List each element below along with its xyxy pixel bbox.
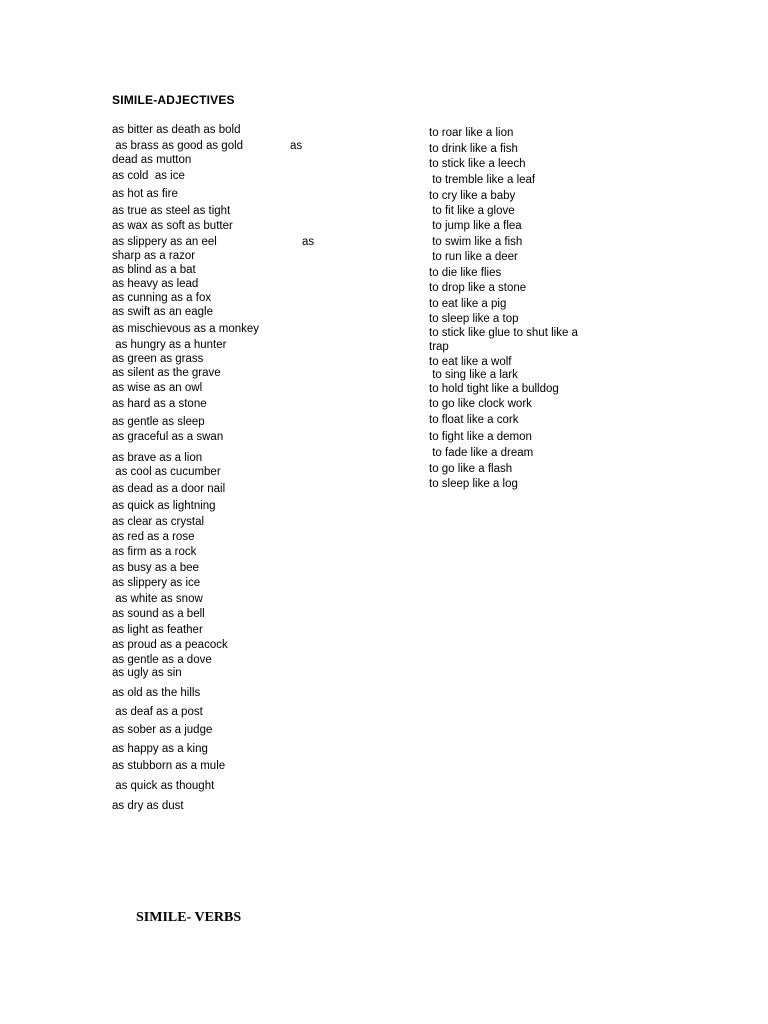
simile-verb-line: to sleep like a log (429, 478, 518, 490)
simile-adjective-line: as swift as an eagle (112, 306, 214, 318)
simile-adjective-line: as hard as a stone (112, 398, 207, 410)
simile-verb-line: to jump like a flea (429, 220, 522, 232)
simile-verb-line: to go like a flash (429, 463, 513, 475)
simile-adjective-line: sharp as a razor (112, 250, 196, 262)
simile-adjective-line: as (302, 236, 315, 248)
simile-adjective-line: as graceful as a swan (112, 431, 224, 443)
simile-adjective-line: as true as steel as tight (112, 205, 231, 217)
simile-adjective-line: as blind as a bat (112, 264, 196, 276)
simile-adjective-line: as light as feather (112, 624, 203, 636)
simile-adjective-line: as cool as cucumber (112, 466, 221, 478)
simile-adjective-line: as quick as thought (112, 780, 215, 792)
simile-verb-line: to sleep like a top (429, 313, 519, 325)
simile-verb-line: to float like a cork (429, 414, 519, 426)
simile-adjective-line: as dead as a door nail (112, 483, 226, 495)
simile-adjective-line: as gentle as a dove (112, 654, 212, 666)
simile-adjective-line: as bitter as death as bold (112, 124, 241, 136)
simile-verb-line: to drink like a fish (429, 143, 518, 155)
simile-verb-line: to swim like a fish (429, 236, 523, 248)
simile-adjective-line: as deaf as a post (112, 706, 203, 718)
simile-verb-line: to eat like a pig (429, 298, 507, 310)
simile-adjective-line: as firm as a rock (112, 546, 197, 558)
simile-adjective-line: as sound as a bell (112, 608, 205, 620)
simile-adjective-line: as old as the hills (112, 687, 201, 699)
simile-adjective-line: as hungry as a hunter (112, 339, 227, 351)
simile-adjective-line: as white as snow (112, 593, 203, 605)
simile-adjective-line: as wax as soft as butter (112, 220, 233, 232)
simile-adjective-line: as stubborn as a mule (112, 760, 226, 772)
simile-adjective-line: as heavy as lead (112, 278, 199, 290)
simile-adjective-line: as brave as a lion (112, 452, 203, 464)
simile-adjective-line: as clear as crystal (112, 516, 205, 528)
simile-verb-line: trap (429, 341, 449, 353)
simile-adjective-line: as busy as a bee (112, 562, 199, 574)
simile-adjective-line: as brass as good as gold (112, 140, 244, 152)
simile-adjective-line: as hot as fire (112, 188, 178, 200)
simile-adjective-line: as ugly as sin (112, 667, 182, 679)
simile-verb-line: to eat like a wolf (429, 356, 512, 368)
simile-adjective-line: as (290, 140, 303, 152)
simile-adjective-line: as happy as a king (112, 743, 208, 755)
simile-adjective-line: as mischievous as a monkey (112, 323, 260, 335)
simile-adjective-line: dead as mutton (112, 154, 192, 166)
simile-adjective-line: as sober as a judge (112, 724, 213, 736)
simile-adjective-line: as gentle as sleep (112, 416, 205, 428)
simile-verb-line: to fight like a demon (429, 431, 532, 443)
simile-adjective-line: as slippery as ice (112, 577, 201, 589)
heading-simile-verbs: SIMILE- VERBS (136, 910, 242, 925)
simile-verb-line: to fit like a glove (429, 205, 515, 217)
simile-verb-line: to cry like a baby (429, 190, 516, 202)
simile-adjective-line: as proud as a peacock (112, 639, 228, 651)
simile-verb-line: to stick like glue to shut like a (429, 327, 578, 339)
simile-verb-line: to roar like a lion (429, 127, 514, 139)
simile-verb-line: to fade like a dream (429, 447, 534, 459)
simile-verb-line: to go like clock work (429, 398, 532, 410)
heading-simile-adjectives: SIMILE-ADJECTIVES (112, 93, 235, 107)
simile-adjective-line: as wise as an owl (112, 382, 203, 394)
simile-adjective-line: as green as grass (112, 353, 204, 365)
simile-adjective-line: as red as a rose (112, 531, 195, 543)
simile-adjective-line: as cunning as a fox (112, 292, 212, 304)
simile-verb-line: to sing like a lark (429, 369, 518, 381)
simile-verb-line: to die like flies (429, 267, 502, 279)
simile-adjective-line: as cold as ice (112, 170, 185, 182)
simile-adjective-line: as silent as the grave (112, 367, 221, 379)
simile-verb-line: to drop like a stone (429, 282, 527, 294)
simile-adjective-line: as quick as lightning (112, 500, 216, 512)
simile-verb-line: to hold tight like a bulldog (429, 383, 559, 395)
simile-verb-line: to run like a deer (429, 251, 518, 263)
simile-verb-line: to stick like a leech (429, 158, 526, 170)
simile-adjective-line: as dry as dust (112, 800, 184, 812)
simile-adjective-line: as slippery as an eel (112, 236, 217, 248)
simile-verb-line: to tremble like a leaf (429, 174, 536, 186)
